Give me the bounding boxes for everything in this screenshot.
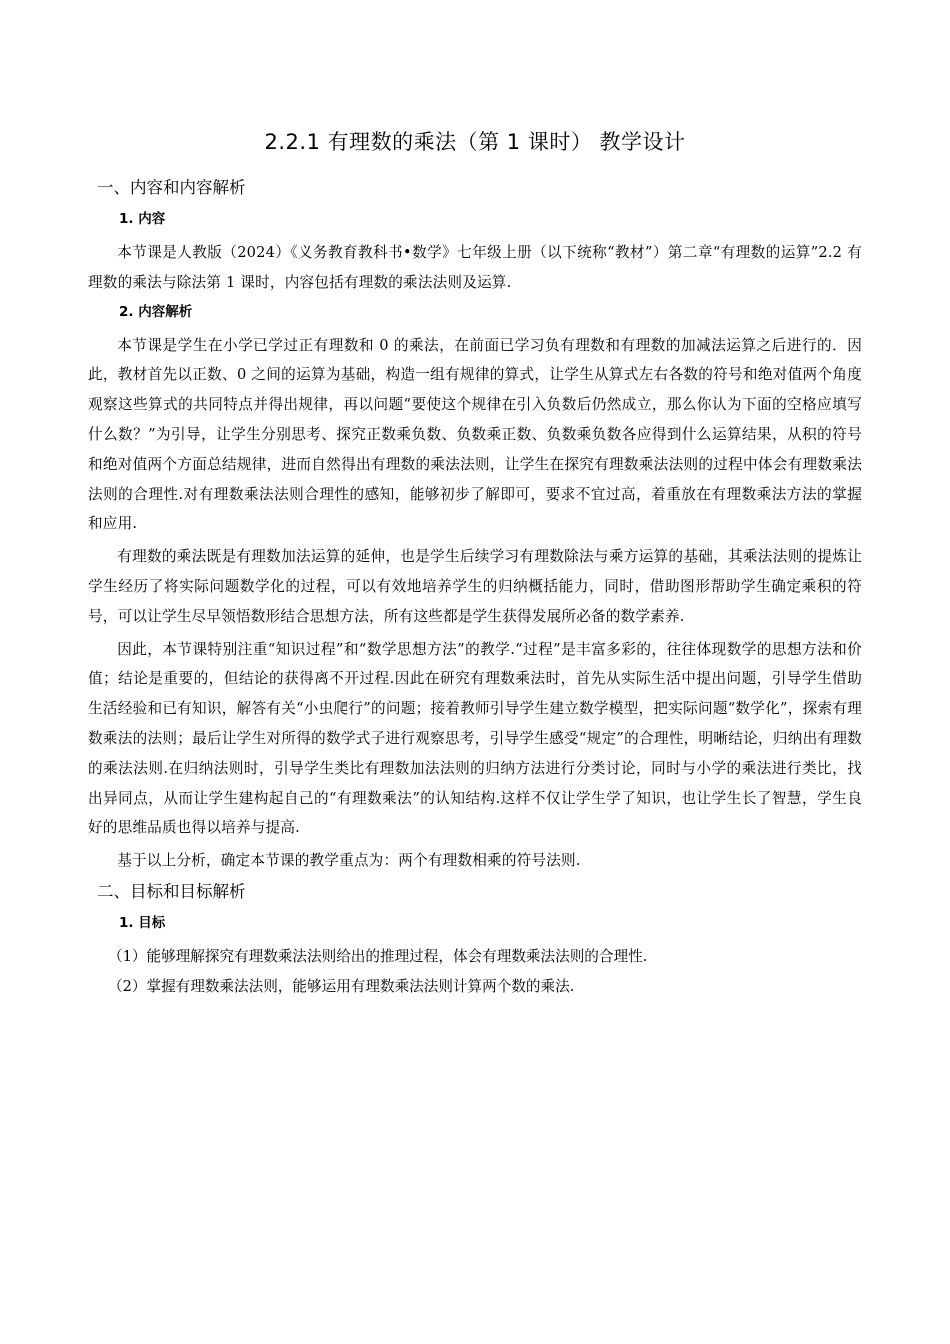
subsection-heading-analysis: 2. 内容解析 [119,303,193,320]
document-page [88,125,862,1002]
goal-item-2: （2）掌握有理数乘法法则，能够运用有理数乘法法则计算两个数的乘法. [108,977,575,995]
paragraph-content-intro: 本节课是人教版（2024）《义务教育教科书•数学》七年级上册（以下统称“教材”）第二章“有理数的运算”2.2 有理数的乘法与除法第 1 课时，内容包括有理数的乘法法则及运算. [88,244,862,291]
subsection-heading-goals: 1. 目标 [119,914,166,931]
paragraph-analysis-3: 因此，本节课特别注重“知识过程”和“数学思想方法”的教学.“过程”是丰富多彩的，往往体现数学的思想方法和价值；结论是重要的，但结论的获得离不开过程.因此在研究有理数乘法时，首先从实际生活中提出问题，引导学生借助生活经验和已有知识，解答有关“小虫爬行”的问题；接着教师引导学生建立数学模型，把实际问题“数学化”，探索有理数乘法的法则；最后让学生对所得的数学式子进行观察思考，引导学生感受“规定”的合理性，明晰结论，归纳出有理数的乘法法则.在归纳法则时，引导学生类比有理数加法法则的归纳方法进行分类讨论，同时与小学的乘法进行类比，找出异同点，从而让学生建构起自己的“有理数乘法”的认知结构.这样不仅让学生学了知识，也让学生长了智慧，学生良好的思维品质也得以培养与提高. [88,640,862,837]
document-title: 2.2.1 有理数的乘法（第 1 课时） 教学设计 [264,130,686,154]
paragraph-analysis-2: 有理数的乘法既是有理数加法运算的延伸，也是学生后续学习有理数除法与乘方运算的基础，其乘法法则的提炼让学生经历了将实际问题数学化的过程，可以有效地培养学生的归纳概括能力，同时，借助图形帮助学生确定乘积的符号，可以让学生尽早领悟数形结合思想方法，所有这些都是学生获得发展所必备的数学素养. [88,548,862,625]
section-heading-goals: 二、目标和目标解析 [97,881,246,901]
section-content [88,175,862,876]
paragraph-analysis-4: 基于以上分析，确定本节课的教学重点为：两个有理数相乘的符号法则. [117,852,581,870]
goal-item-1: （1）能够理解探究有理数乘法法则给出的推理过程，体会有理数乘法法则的合理性. [108,947,648,965]
subsection-heading-content: 1. 内容 [119,211,166,227]
section-goals [88,879,862,1002]
paragraph-analysis-1: 本节课是学生在小学已学过正有理数和 0 的乘法，在前面已学习负有理数和有理数的加减法运算之后进行的．因此，教材首先以正数、0 之间的运算为基础，构造一组有规律的算式，让学生从算式左右各数的符号和绝对值两个角度观察这些算式的共同特点并得出规律，再以问题“要使这个规律在引入负数后仍然成立，那么你认为下面的空格应填写什么数？”为引导，让学生分别思考、探究正数乘负数、负数乘正数、负数乘负数各应得到什么运算结果，从积的符号和绝对值两个方面总结规律，进而自然得出有理数的乘法法则，让学生在探究有理数乘法法则的过程中体会有理数乘法法则的合理性.对有理数乘法法则合理性的感知，能够初步了解即可，要求不宜过高，着重放在有理数乘法方法的掌握和应用. [88,336,862,533]
section-heading-content: 一、内容和内容解析 [97,178,246,197]
